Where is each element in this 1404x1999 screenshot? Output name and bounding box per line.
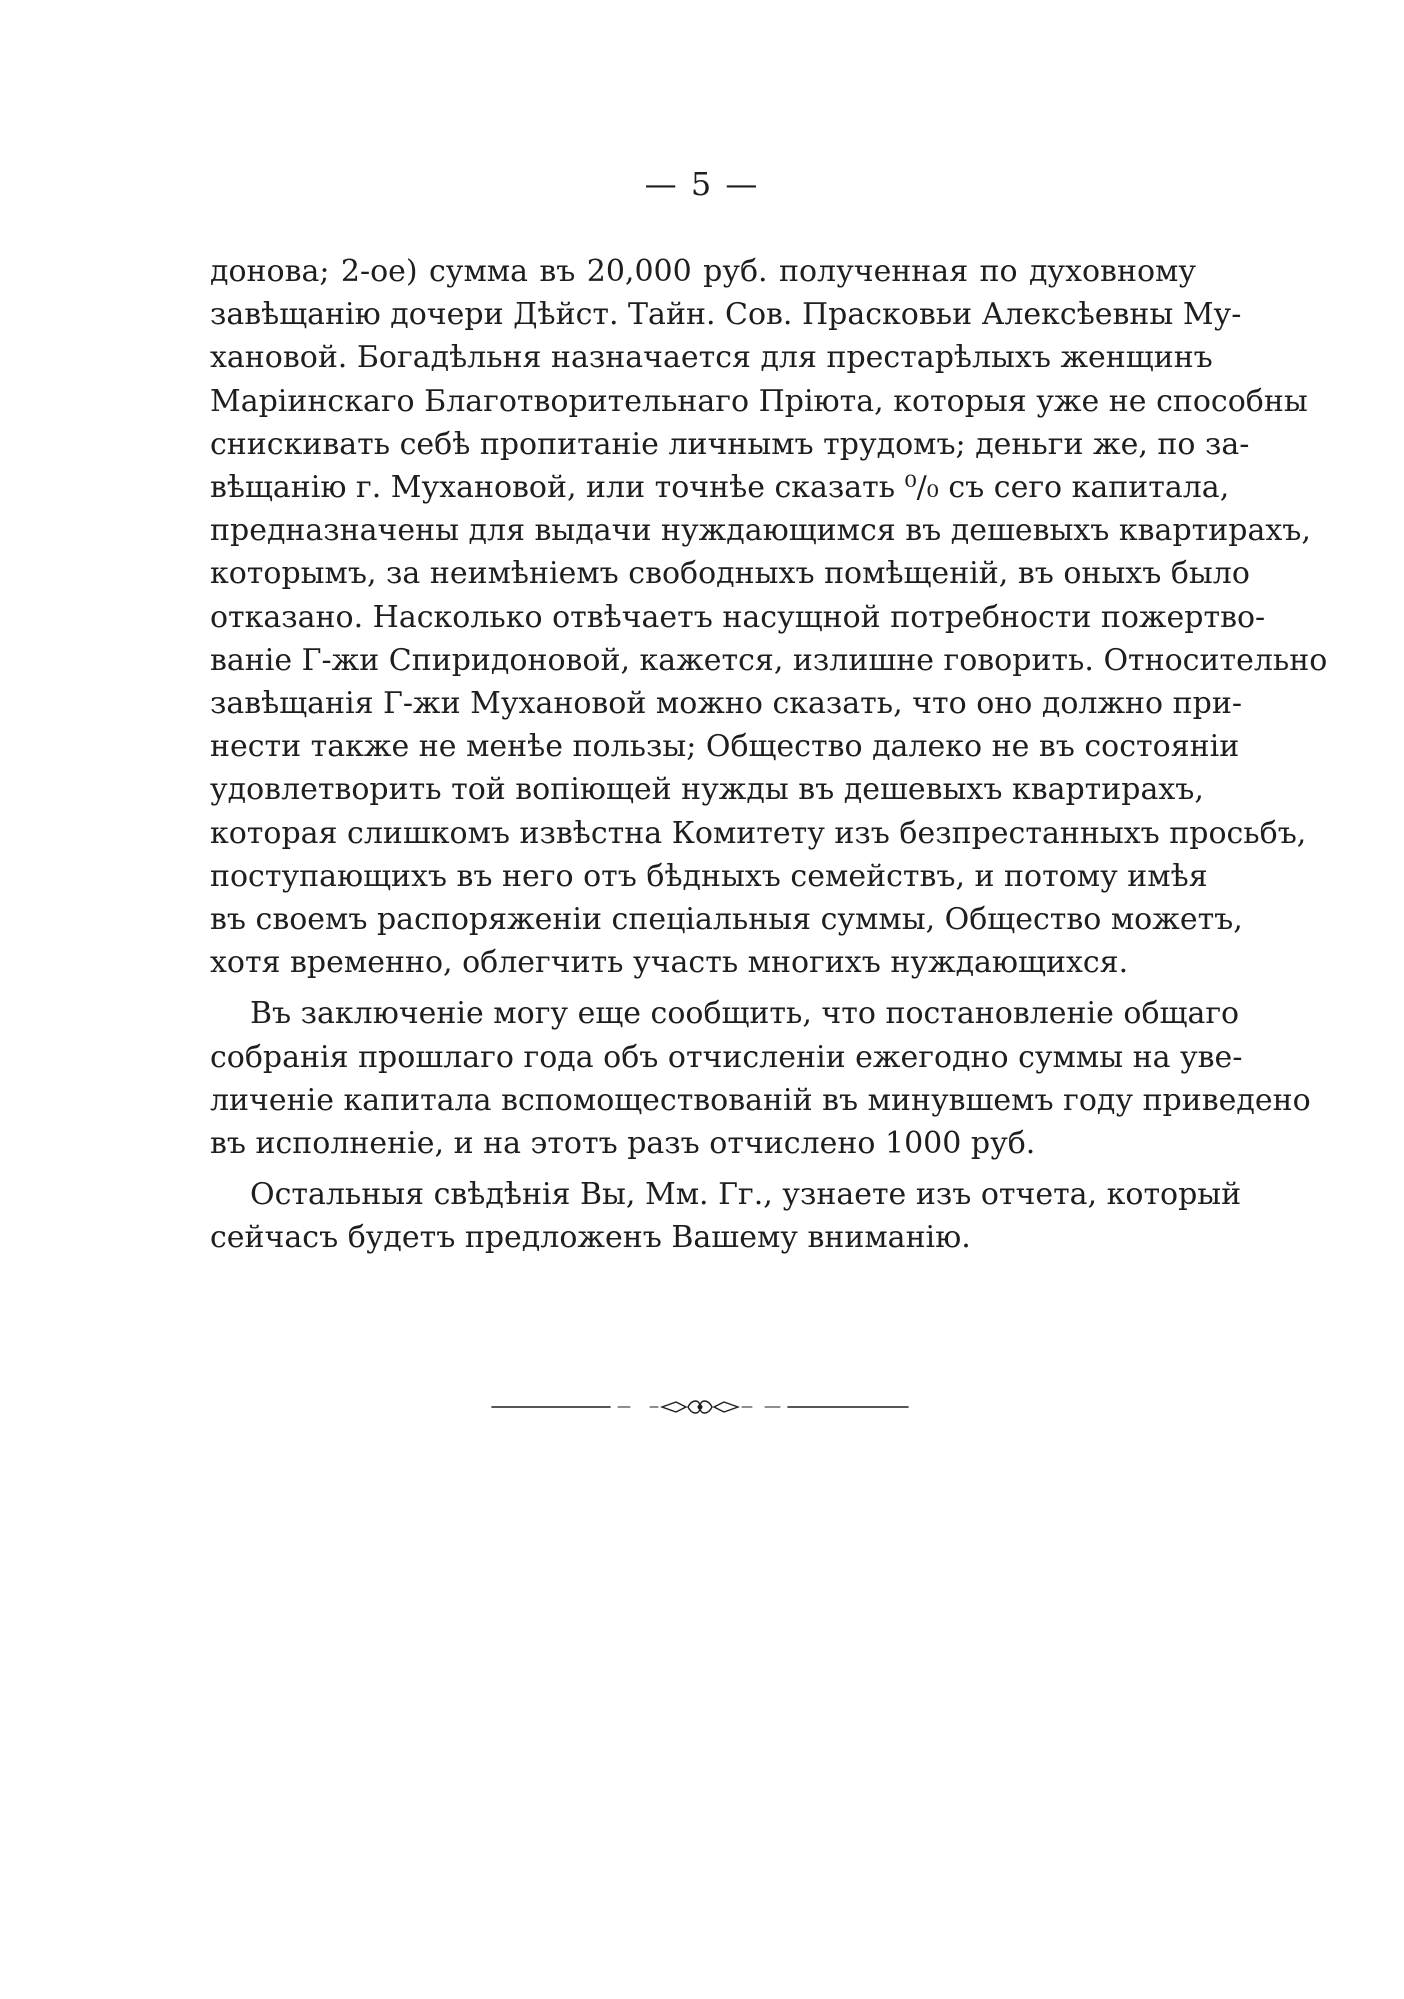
text-line: ваніе Г-жи Спиридоновой, кажется, излишне говорить. Относительно [210, 642, 1328, 678]
text-line: Маріинскаго Благотворительнаго Пріюта, которыя уже не способны [210, 383, 1308, 419]
text-line: которая слишкомъ извѣстна Комитету изъ безпрестанныхъ просьбъ, [210, 815, 1307, 851]
text-line: донова; 2-ое) сумма въ 20,000 руб. полученная по духовному [210, 254, 1196, 289]
text-line: нести также не менѣе пользы; Общество далеко не въ состояніи [210, 729, 1240, 765]
text-line: сейчасъ будетъ предложенъ Вашему вниманію. [210, 1220, 971, 1256]
text-line: Остальныя свѣдѣнія Вы, Мм. Гг., узнаете изъ отчета, который [250, 1177, 1242, 1213]
text-line: вѣщанію г. Мухановой, или точнѣе сказать ⁰/₀ съ сего капитала, [210, 470, 1230, 506]
text-line: хотя временно, облегчить участь многихъ нуждающихся. [210, 945, 1129, 981]
paragraph-3 [210, 1173, 1242, 1259]
page-number: — 5 — [644, 165, 760, 203]
body-text [210, 250, 1328, 1260]
text-line: завѣщанія Г-жи Мухановой можно сказать, что оно должно при- [210, 686, 1242, 722]
ornamental-divider-icon [490, 1395, 910, 1419]
text-line: завѣщанію дочери Дѣйст. Тайн. Сов. Прасковьи Алексѣевны Му- [210, 297, 1242, 333]
text-line: отказано. Насколько отвѣчаетъ насущной потребности пожертво- [210, 599, 1266, 635]
text-line: въ исполненіе, и на этотъ разъ отчислено 1000 руб. [210, 1126, 1036, 1162]
text-line: поступающихъ въ него отъ бѣдныхъ семействъ, и потому имѣя [210, 858, 1208, 894]
text-line: личеніе капитала вспомоществованій въ минувшемъ году приведено [210, 1082, 1311, 1118]
text-line: удовлетворить той вопіющей нужды въ дешевыхъ квартирахъ, [210, 772, 1204, 808]
text-line: которымъ, за неимѣніемъ свободныхъ помѣщеній, въ оныхъ было [210, 556, 1250, 592]
text-line: предназначены для выдачи нуждающимся въ дешевыхъ квартирахъ, [210, 513, 1311, 549]
text-line: Въ заключеніе могу еще сообщить, что постановленіе общаго [250, 996, 1240, 1032]
paragraph-1 [210, 250, 1328, 984]
text-line: въ своемъ распоряженіи спеціальныя суммы, Общество можетъ, [210, 902, 1243, 938]
text-line: собранія прошлаго года объ отчисленіи ежегодно суммы на уве- [210, 1039, 1243, 1075]
paragraph-2 [210, 992, 1311, 1165]
text-line: хановой. Богадѣльня назначается для престарѣлыхъ женщинъ [210, 340, 1213, 376]
text-line: снискивать себѣ пропитаніе личнымъ трудомъ; деньги же, по за- [210, 426, 1250, 462]
